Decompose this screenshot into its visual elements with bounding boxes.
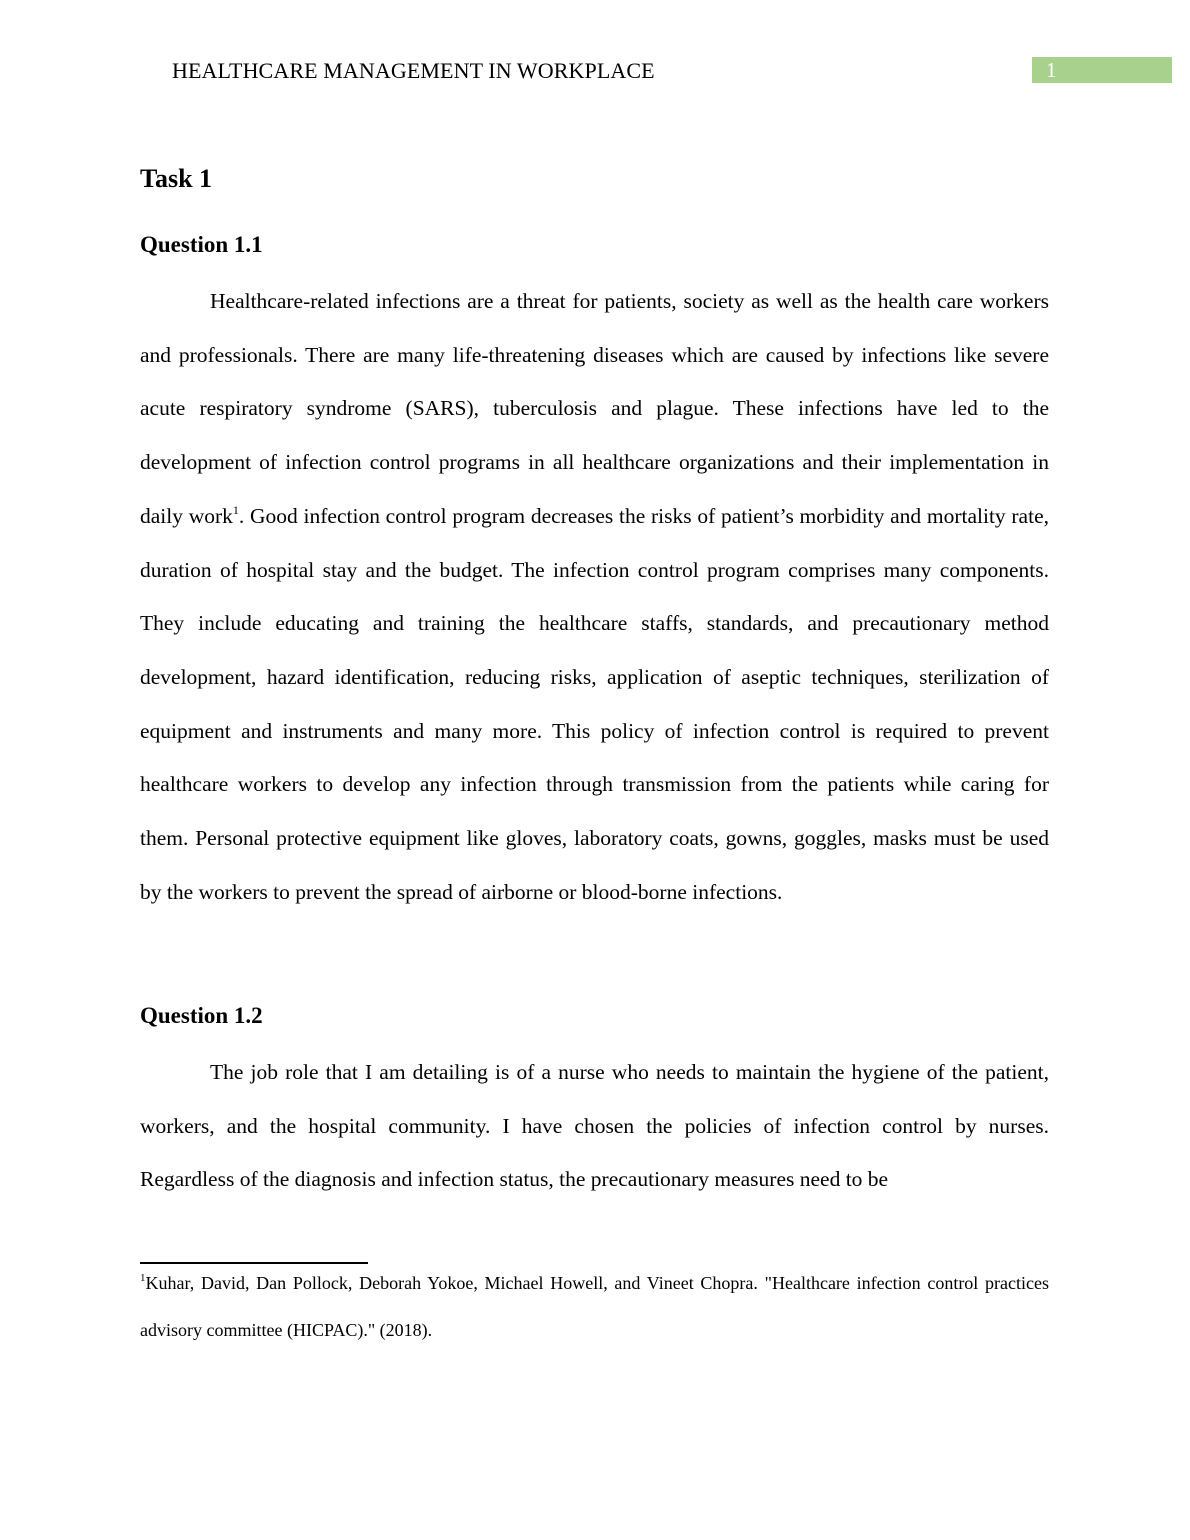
footnote-mark: 1: [140, 1272, 146, 1284]
footnote-reference-mark[interactable]: 1: [232, 502, 239, 517]
paragraph-text-part-2: . Good infection control program decreases the risks of patient’s morbidity and mortality rate, duration of hospital stay and the budget. The infection control program comprises many components. They include educating and training the healthcare staffs, standards, and precautionary method development, hazard identification, reducing risks, application of aseptic techniques, sterilization of equipment and instruments and many more. This policy of infection control is required to prevent healthcare workers to develop any infection through transmission from the patients while caring for them. Personal protective equipment like gloves, laboratory coats, gowns, goggles, masks must be used by the workers to prevent the spread of airborne or blood-borne infections.: [140, 503, 1049, 904]
page-number: 1: [1046, 58, 1057, 82]
footnote-text: Kuhar, David, Dan Pollock, Deborah Yokoe, Michael Howell, and Vineet Chopra. "Healthcare infection control practices advisory committee (HICPAC)." (2018).: [140, 1273, 1049, 1340]
question-1-1-heading: Question 1.1: [140, 232, 263, 257]
question-1-2-paragraph: The job role that I am detailing is of a nurse who needs to maintain the hygiene of the patient, workers, and the hospital community. I have chosen the policies of infection control by nurses. Regardless of the diagnosis and infection status, the precautionary measures need to be: [140, 1060, 1049, 1192]
footnote: [140, 1260, 1049, 1354]
page-number-box: [1032, 57, 1172, 83]
task-heading: Task 1: [140, 164, 213, 193]
running-head: HEALTHCARE MANAGEMENT IN WORKPLACE: [172, 58, 655, 83]
question-1-2-heading: Question 1.2: [140, 1003, 263, 1028]
paragraph-text-part-1: Healthcare-related infections are a threat for patients, society as well as the health care workers and professionals. There are many life-threatening diseases which are caused by infections like severe acute respiratory syndrome (SARS), tuberculosis and plague. These infections have led to the development of infection control programs in all healthcare organizations and their implementation in daily work: [140, 289, 1049, 528]
question-1-1-paragraph: [140, 275, 1049, 919]
